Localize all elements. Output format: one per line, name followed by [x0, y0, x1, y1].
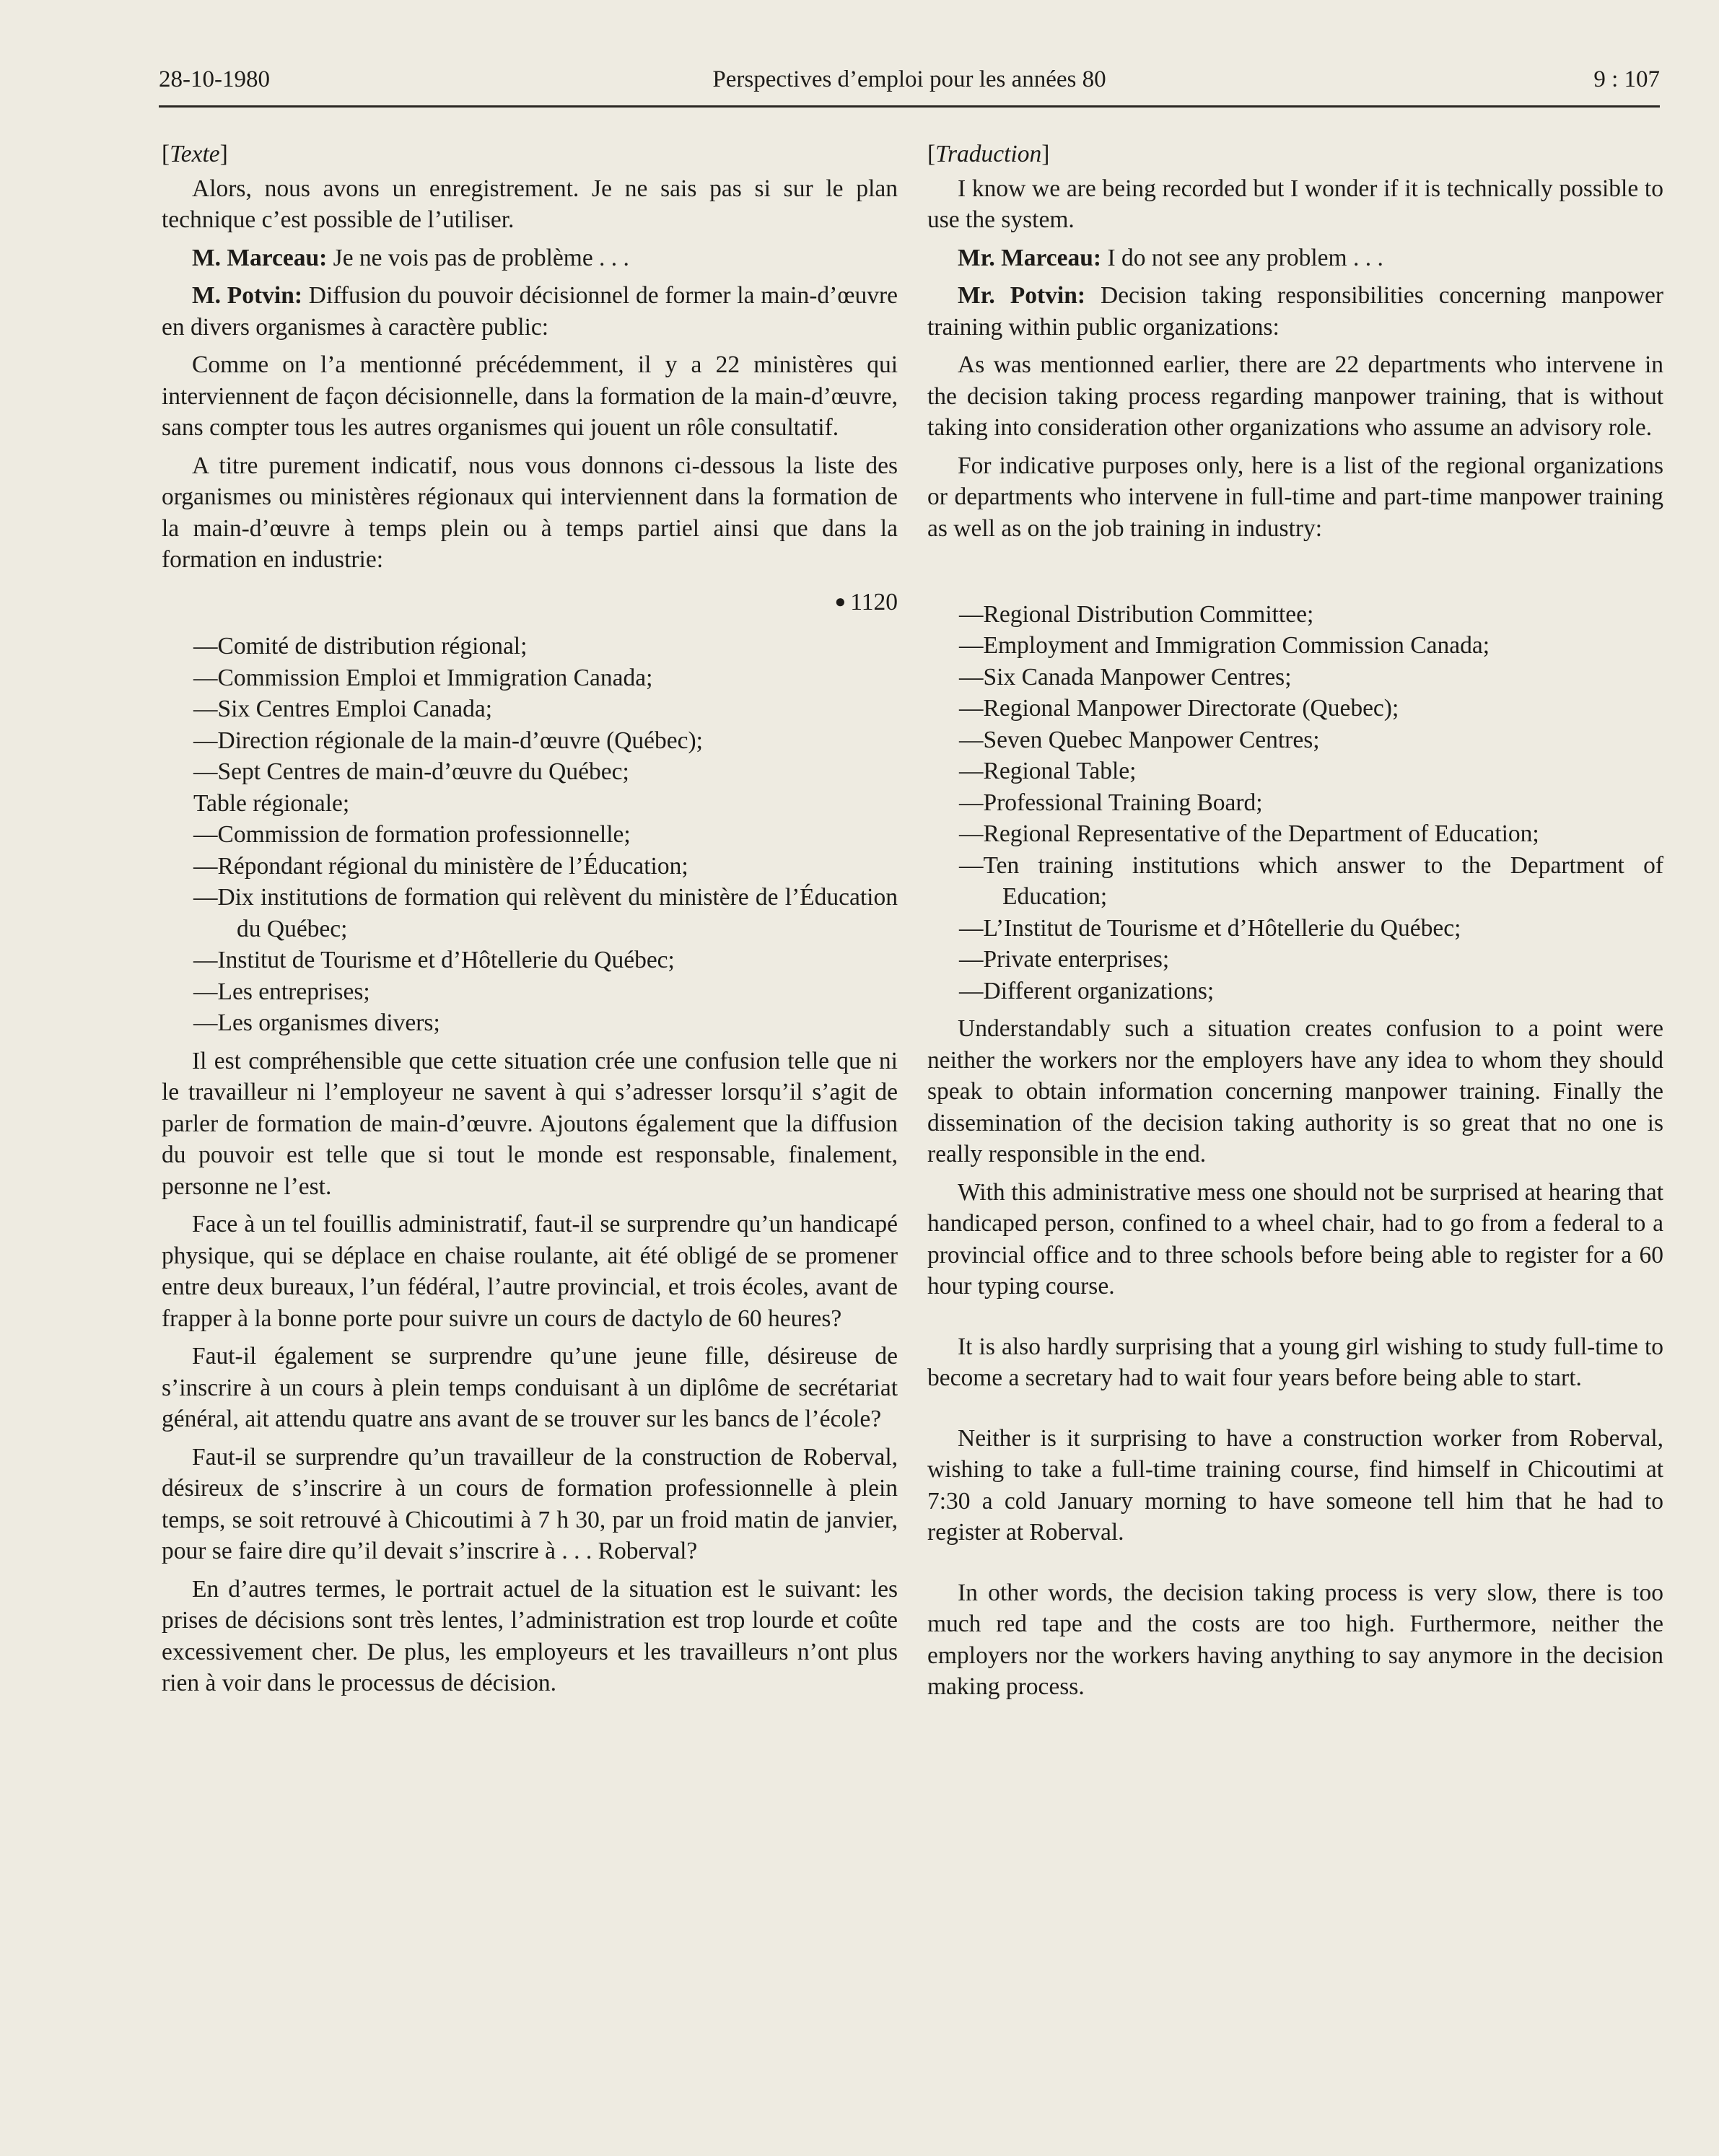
list-item: Table régionale; — [193, 789, 350, 817]
paragraph: Neither is it surprising to have a construction worker from Roberval, wishing to take a full-time training course, find himself in Chicoutimi at 7:30 a cold January morning to have someone tell him that he had to register at Roberval. — [927, 1424, 1663, 1546]
paragraph: Faut-il également se surprendre qu’une jeune fille, désireuse de s’inscrire à un cours à plein temps conduisant à un diplôme de secrétariat général, ait attendu quatre ans avant de se trouver sur les bancs de l’école? — [162, 1343, 898, 1432]
paragraph-marceau: Mr. Marceau: I do not see any problem . . . — [958, 244, 1383, 271]
speaker-name: M. Potvin: — [192, 282, 302, 309]
list-item: —Les organismes divers; — [193, 1009, 440, 1036]
paragraph: Understandably such a situation creates confusion to a point were neither the workers nor the employers have any idea to whom they should speak to obtain information concerning manpower training. Finally the dissemination of the decision taking authority is so great that no one is really responsible in the end. — [927, 1015, 1663, 1167]
page-header — [159, 66, 1660, 105]
list-item: —Six Centres Emploi Canada; — [193, 696, 493, 722]
paragraph: Face à un tel fouillis administratif, faut-il se surprendre qu’un handicapé physique, qui se déplace en chaise roulante, ait été obligé de se promener entre deux bureaux, l’un fédéral, l’autre provincial, et trois écoles, avant de frapper à la bonne porte pour suivre un cours de dactylo de 60 heures? — [162, 1211, 898, 1332]
list-item: —Comité de distribution régional; — [193, 633, 528, 659]
french-column — [162, 139, 898, 1706]
list-item: —Professional Training Board; — [959, 789, 1263, 816]
paragraph: A titre purement indicatif, nous vous donnons ci-dessous la liste des organismes ou ministères régionaux qui interviennent dans la formation de la main-d’œuvre à temps plein ou à temps partiel ainsi que dans la formation en industrie: — [162, 452, 898, 573]
list-item: —Commission de formation professionnelle; — [193, 821, 631, 848]
paragraph: Alors, nous avons un enregistrement. Je ne sais pas si sur le plan technique c’est possible de l’utiliser. — [162, 175, 898, 233]
time-marker-spacer — [927, 554, 1663, 586]
time-marker: ● 1120 — [834, 588, 898, 615]
bullet-icon: ● — [834, 590, 847, 612]
speaker-name: Mr. Potvin: — [958, 282, 1086, 309]
list-item: —Sept Centres de main-d’œuvre du Québec; — [193, 758, 629, 785]
list-item: —Regional Distribution Committee; — [959, 600, 1314, 628]
paragraph: Il est compréhensible que cette situation crée une confusion telle que ni le travailleur ni l’employeur ne savent à qui s’adresser lorsqu’il s’agit de parler de formation de main-d’œuvre. Ajoutons également que la diffusion du pouvoir est telle que si tout le monde est responsable, finalement, personne ne l’est. — [162, 1047, 898, 1200]
organization-list — [927, 599, 1663, 1007]
list-item: —Direction régionale de la main-d’œuvre (Québec); — [193, 727, 703, 754]
paragraph-marceau: M. Marceau: Je ne vois pas de problème . . . — [192, 244, 629, 271]
list-item: —Employment and Immigration Commission Canada; — [959, 632, 1490, 659]
header-title: Perspectives d’emploi pour les années 80 — [712, 66, 1106, 92]
speaker-name: M. Marceau: — [192, 244, 328, 271]
list-item: —L’Institut de Tourisme et d’Hôtellerie du Québec; — [959, 914, 1461, 942]
list-item: —Dix institutions de formation qui relèvent du ministère de l’Éducation du Québec; — [193, 884, 898, 942]
english-column — [927, 139, 1663, 1709]
section-label-texte: [Texte] — [162, 141, 228, 167]
list-item: —Répondant régional du ministère de l’Éducation; — [193, 852, 688, 880]
header-date: 28-10-1980 — [159, 66, 270, 92]
list-item: —Seven Quebec Manpower Centres; — [959, 726, 1320, 753]
paragraph: Comme on l’a mentionné précédemment, il y a 22 ministères qui interviennent de façon décisionnelle, dans la formation de la main-d’œuvre, sans compter tous les autres organismes qui jouent un rôle consultatif. — [162, 351, 898, 441]
paragraph-potvin: Mr. Potvin: Decision taking responsibilities concerning manpower training within public organizations: — [927, 282, 1663, 341]
section-label-traduction: [Traduction] — [927, 141, 1050, 167]
paragraph: I know we are being recorded but I wonder if it is technically possible to use the system. — [927, 175, 1663, 233]
list-item: —Regional Table; — [959, 758, 1137, 784]
header-page-number: 9 : 107 — [1593, 66, 1660, 92]
list-item: —Different organizations; — [959, 977, 1215, 1004]
list-item: —Commission Emploi et Immigration Canada; — [193, 664, 653, 691]
paragraph-potvin: M. Potvin: Diffusion du pouvoir décisionnel de former la main-d’œuvre en divers organismes à caractère public: — [162, 282, 898, 341]
list-item: —Regional Manpower Directorate (Quebec); — [959, 695, 1399, 722]
list-item: —Regional Representative of the Department of Education; — [959, 820, 1539, 847]
paragraph: En d’autres termes, le portrait actuel de la situation est le suivant: les prises de décisions sont très lentes, l’administration est trop lourde et coûte excessivement cher. De plus, les employeurs et les travailleurs n’ont plus rien à voir dans le processus de décision. — [162, 1575, 898, 1696]
paragraph: With this administrative mess one should not be surprised at hearing that handicaped person, confined to a wheel chair, had to go from a federal to a provincial office and to three schools before being able to register for a 60 hour typing course. — [927, 1178, 1663, 1300]
paragraph: Faut-il se surprendre qu’un travailleur de la construction de Roberval, désireux de s’inscrire à un cours de formation professionnelle à plein temps, se soit retrouvé à Chicoutimi à 7 h 30, par un froid matin de janvier, pour se faire dire qu’il devait s’inscrire à . . . Roberval? — [162, 1443, 898, 1564]
paragraph: It is also hardly surprising that a young girl wishing to study full-time to become a secretary had to wait four years before being able to start. — [927, 1333, 1663, 1391]
list-item: —Six Canada Manpower Centres; — [959, 663, 1292, 691]
paragraph: As was mentionned earlier, there are 22 departments who intervene in the decision taking process regarding manpower training, that is without taking into consideration other organizations who assume an advisory role. — [927, 351, 1663, 441]
list-item: —Private enterprises; — [959, 946, 1170, 973]
speaker-name: Mr. Marceau: — [958, 244, 1102, 271]
list-item: —Institut de Tourisme et d’Hôtellerie du Québec; — [193, 947, 675, 973]
organization-list — [162, 631, 898, 1039]
list-item: —Ten training institutions which answer to the Department of Education; — [959, 851, 1663, 910]
header-rule — [159, 105, 1660, 108]
paragraph: For indicative purposes only, here is a list of the regional organizations or departments who intervene in full-time and part-time manpower training as well as on the job training in industry: — [927, 452, 1663, 542]
paragraph: In other words, the decision taking process is very slow, there is too much red tape and the costs are too high. Furthermore, neither the employers nor the workers having anything to say anymore in the decision making process. — [927, 1579, 1663, 1700]
list-item: —Les entreprises; — [193, 978, 370, 1005]
